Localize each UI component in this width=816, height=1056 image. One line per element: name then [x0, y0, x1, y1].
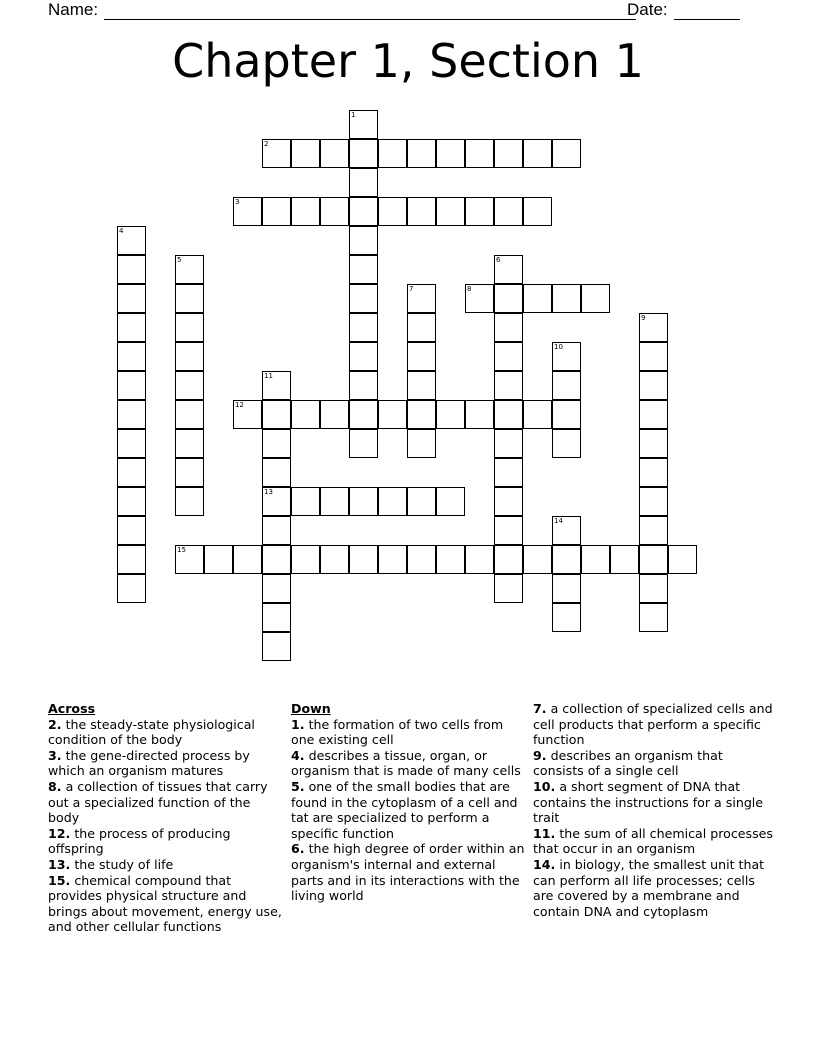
crossword-cell[interactable]: [262, 574, 291, 603]
crossword-cell[interactable]: [378, 139, 407, 168]
clue-number: 12: [235, 401, 244, 409]
crossword-cell[interactable]: [465, 284, 494, 313]
clue-number: 7: [409, 285, 414, 293]
clue-number: 5.: [291, 778, 305, 794]
crossword-cell[interactable]: [494, 516, 523, 545]
crossword-cell[interactable]: [552, 516, 581, 545]
crossword-cell[interactable]: [523, 139, 552, 168]
crossword-cell[interactable]: [175, 429, 204, 458]
crossword-cell[interactable]: [291, 197, 320, 226]
name-label: Name:: [48, 0, 99, 19]
crossword-cell[interactable]: [494, 197, 523, 226]
crossword-cell[interactable]: [291, 545, 320, 574]
clue-item: [291, 841, 527, 903]
crossword-cell[interactable]: [349, 197, 378, 226]
crossword-cell[interactable]: [349, 400, 378, 429]
clue-item: [291, 779, 527, 841]
crossword-cell[interactable]: [349, 371, 378, 400]
crossword-cell[interactable]: [349, 284, 378, 313]
crossword-cell[interactable]: [175, 313, 204, 342]
crossword-cell[interactable]: [436, 197, 465, 226]
crossword-cell[interactable]: [552, 545, 581, 574]
crossword-cell[interactable]: [175, 487, 204, 516]
crossword-cell[interactable]: [262, 429, 291, 458]
clue-item: [48, 873, 284, 935]
crossword-cell[interactable]: [175, 371, 204, 400]
crossword-cell[interactable]: [233, 197, 262, 226]
crossword-cell[interactable]: [349, 545, 378, 574]
crossword-cell[interactable]: [378, 487, 407, 516]
crossword-cell[interactable]: [494, 284, 523, 313]
clue-number: 8.: [48, 778, 62, 794]
crossword-cell[interactable]: [320, 400, 349, 429]
clue-number: 15: [177, 546, 186, 554]
crossword-cell[interactable]: [349, 110, 378, 139]
crossword-cell[interactable]: [494, 255, 523, 284]
crossword-cell[interactable]: [175, 400, 204, 429]
crossword-cell[interactable]: [436, 139, 465, 168]
crossword-cell[interactable]: [349, 429, 378, 458]
clue-number: 6.: [291, 841, 305, 857]
crossword-cell[interactable]: [494, 313, 523, 342]
crossword-cell[interactable]: [349, 226, 378, 255]
clue-text: the process of producing offspring: [48, 825, 231, 857]
crossword-cell[interactable]: [117, 458, 146, 487]
crossword-cell[interactable]: [552, 342, 581, 371]
clue-number: 4.: [291, 747, 305, 763]
clue-number: 15.: [48, 872, 71, 888]
crossword-cell[interactable]: [552, 139, 581, 168]
crossword-cell[interactable]: [291, 400, 320, 429]
clue-item: [48, 748, 284, 779]
crossword-cell[interactable]: [117, 516, 146, 545]
clue-item: [291, 717, 527, 748]
crossword-cell[interactable]: [262, 197, 291, 226]
clue-number: 10: [554, 343, 563, 351]
crossword-cell[interactable]: [117, 429, 146, 458]
crossword-cell[interactable]: [639, 371, 668, 400]
crossword-cell[interactable]: [436, 400, 465, 429]
clue-item: [48, 826, 284, 857]
clue-number: 8: [467, 285, 472, 293]
crossword-cell[interactable]: [465, 545, 494, 574]
crossword-cell[interactable]: [378, 545, 407, 574]
clue-text: a collection of specialized cells and cell products that perform a specific function: [533, 701, 773, 748]
crossword-cell[interactable]: [175, 458, 204, 487]
crossword-cell[interactable]: [639, 603, 668, 632]
crossword-cell[interactable]: [523, 545, 552, 574]
name-field[interactable]: [48, 0, 636, 20]
clue-number: 1: [351, 111, 356, 119]
clue-number: 12.: [48, 825, 71, 841]
crossword-cell[interactable]: [639, 400, 668, 429]
clue-text: one of the small bodies that are found in the cytoplasm of a cell and tat are specialized to perform a specific function: [291, 778, 518, 841]
crossword-cell[interactable]: [494, 139, 523, 168]
crossword-cell[interactable]: [262, 603, 291, 632]
crossword-cell[interactable]: [494, 574, 523, 603]
crossword-cell[interactable]: [349, 255, 378, 284]
date-field[interactable]: [627, 0, 740, 20]
crossword-cell[interactable]: [639, 458, 668, 487]
crossword-cell[interactable]: [175, 342, 204, 371]
crossword-cell[interactable]: [407, 487, 436, 516]
crossword-cell[interactable]: [436, 545, 465, 574]
crossword-cell[interactable]: [320, 197, 349, 226]
across-heading: Across: [48, 701, 96, 716]
clue-text: the gene-directed process by which an organism matures: [48, 747, 250, 779]
clue-item: [48, 717, 284, 748]
clue-number: 13: [264, 488, 273, 496]
crossword-cell[interactable]: [523, 197, 552, 226]
crossword-cell[interactable]: [117, 371, 146, 400]
clue-number: 2.: [48, 716, 62, 732]
clue-item: [533, 748, 773, 779]
crossword-cell[interactable]: [668, 545, 697, 574]
crossword-cell[interactable]: [291, 487, 320, 516]
clue-number: 3.: [48, 747, 62, 763]
clue-number: 1.: [291, 716, 305, 732]
clue-text: the steady-state physiological condition of the body: [48, 716, 255, 748]
crossword-cell[interactable]: [117, 226, 146, 255]
clue-text: the high degree of order within an organism's internal and external parts and in its interactions with the living world: [291, 841, 525, 904]
clue-number: 6: [496, 256, 501, 264]
crossword-cell[interactable]: [117, 487, 146, 516]
crossword-cell[interactable]: [639, 313, 668, 342]
crossword-cell[interactable]: [262, 545, 291, 574]
clue-item: [48, 779, 284, 826]
clue-number: 3: [235, 198, 240, 206]
crossword-cell[interactable]: [407, 197, 436, 226]
crossword-cell[interactable]: [117, 255, 146, 284]
clue-number: 4: [119, 227, 124, 235]
clue-text: the formation of two cells from one existing cell: [291, 716, 504, 748]
crossword-cell[interactable]: [262, 458, 291, 487]
crossword-cell[interactable]: [552, 603, 581, 632]
crossword-cell[interactable]: [581, 284, 610, 313]
clue-item: [291, 748, 527, 779]
crossword-cell[interactable]: [233, 545, 262, 574]
crossword-cell[interactable]: [581, 545, 610, 574]
crossword-cell[interactable]: [552, 284, 581, 313]
crossword-cell[interactable]: [233, 400, 262, 429]
crossword-cell[interactable]: [552, 574, 581, 603]
clue-item: [533, 701, 773, 748]
crossword-cell[interactable]: [639, 516, 668, 545]
crossword-cell[interactable]: [378, 400, 407, 429]
crossword-cell[interactable]: [117, 342, 146, 371]
clue-number: 5: [177, 256, 182, 264]
crossword-cell[interactable]: [349, 313, 378, 342]
clue-text: describes an organism that consists of a single cell: [533, 747, 723, 779]
crossword-cell[interactable]: [349, 139, 378, 168]
crossword-cell[interactable]: [552, 429, 581, 458]
crossword-cell[interactable]: [407, 313, 436, 342]
crossword-cell[interactable]: [320, 545, 349, 574]
clue-number: 14.: [533, 856, 556, 872]
crossword-cell[interactable]: [320, 487, 349, 516]
crossword-cell[interactable]: [117, 400, 146, 429]
crossword-cell[interactable]: [552, 371, 581, 400]
crossword-cell[interactable]: [204, 545, 233, 574]
crossword-cell[interactable]: [175, 545, 204, 574]
clue-text: describes a tissue, organ, or organism that is made of many cells: [291, 747, 521, 779]
crossword-cell[interactable]: [639, 429, 668, 458]
clue-item: [48, 857, 284, 873]
crossword-cell[interactable]: [407, 284, 436, 313]
clue-item: [533, 826, 773, 857]
crossword-cell[interactable]: [117, 574, 146, 603]
crossword-cell[interactable]: [407, 429, 436, 458]
crossword-cell[interactable]: [494, 458, 523, 487]
crossword-cell[interactable]: [175, 284, 204, 313]
crossword-cell[interactable]: [262, 516, 291, 545]
crossword-cell[interactable]: [262, 371, 291, 400]
crossword-cell[interactable]: [378, 197, 407, 226]
crossword-cell[interactable]: [639, 487, 668, 516]
clue-number: 11: [264, 372, 273, 380]
clue-number: 13.: [48, 856, 71, 872]
down-clues-continued: [533, 701, 773, 919]
clue-text: a collection of tissues that carry out a specialized function of the body: [48, 778, 268, 826]
crossword-cell[interactable]: [436, 487, 465, 516]
clue-number: 9.: [533, 747, 547, 763]
crossword-cell[interactable]: [407, 342, 436, 371]
crossword-cell[interactable]: [117, 284, 146, 313]
clue-number: 9: [641, 314, 646, 322]
crossword-cell[interactable]: [407, 545, 436, 574]
crossword-cell[interactable]: [465, 400, 494, 429]
crossword-cell[interactable]: [494, 545, 523, 574]
clue-number: 10.: [533, 778, 556, 794]
crossword-cell[interactable]: [349, 342, 378, 371]
down-clues: [291, 701, 527, 904]
page-title: Chapter 1, Section 1: [172, 34, 644, 88]
crossword-cell[interactable]: [494, 487, 523, 516]
crossword-cell[interactable]: [523, 284, 552, 313]
clue-number: 2: [264, 140, 269, 148]
crossword-cell[interactable]: [291, 139, 320, 168]
date-line[interactable]: [674, 3, 740, 20]
across-clues: [48, 701, 284, 935]
crossword-cell[interactable]: [349, 487, 378, 516]
clue-text: the study of life: [74, 856, 174, 872]
name-line[interactable]: [104, 3, 636, 20]
crossword-cell[interactable]: [407, 400, 436, 429]
crossword-cell[interactable]: [407, 139, 436, 168]
down-heading: Down: [291, 701, 331, 716]
crossword-cell[interactable]: [349, 168, 378, 197]
crossword-cell[interactable]: [262, 139, 291, 168]
crossword-cell[interactable]: [639, 574, 668, 603]
crossword-cell[interactable]: [320, 139, 349, 168]
crossword-cell[interactable]: [117, 313, 146, 342]
clue-text: the sum of all chemical processes that occur in an organism: [533, 825, 773, 857]
clue-text: in biology, the smallest unit that can perform all life processes; cells are covered by a membrane and contain DNA and cytoplasm: [533, 856, 765, 919]
crossword-cell[interactable]: [523, 400, 552, 429]
crossword-cell[interactable]: [465, 139, 494, 168]
crossword-cell[interactable]: [494, 400, 523, 429]
crossword-cell[interactable]: [262, 400, 291, 429]
crossword-cell[interactable]: [494, 342, 523, 371]
crossword-cell[interactable]: [639, 342, 668, 371]
crossword-cell[interactable]: [494, 429, 523, 458]
crossword-cell[interactable]: [639, 545, 668, 574]
crossword-cell[interactable]: [262, 632, 291, 661]
crossword-cell[interactable]: [610, 545, 639, 574]
clue-number: 11.: [533, 825, 556, 841]
crossword-cell[interactable]: [465, 197, 494, 226]
crossword-cell[interactable]: [117, 545, 146, 574]
clue-item: [533, 857, 773, 919]
crossword-cell[interactable]: [407, 371, 436, 400]
crossword-cell[interactable]: [175, 255, 204, 284]
clue-number: 14: [554, 517, 563, 525]
date-label: Date:: [627, 0, 668, 19]
clue-number: 7.: [533, 701, 547, 716]
clue-text: a short segment of DNA that contains the instructions for a single trait: [533, 778, 764, 826]
crossword-cell[interactable]: [494, 371, 523, 400]
clue-text: chemical compound that provides physical structure and brings about movement, energy use, and other cellular functions: [48, 872, 282, 935]
crossword-cell[interactable]: [262, 487, 291, 516]
crossword-cell[interactable]: [552, 400, 581, 429]
clue-item: [533, 779, 773, 826]
